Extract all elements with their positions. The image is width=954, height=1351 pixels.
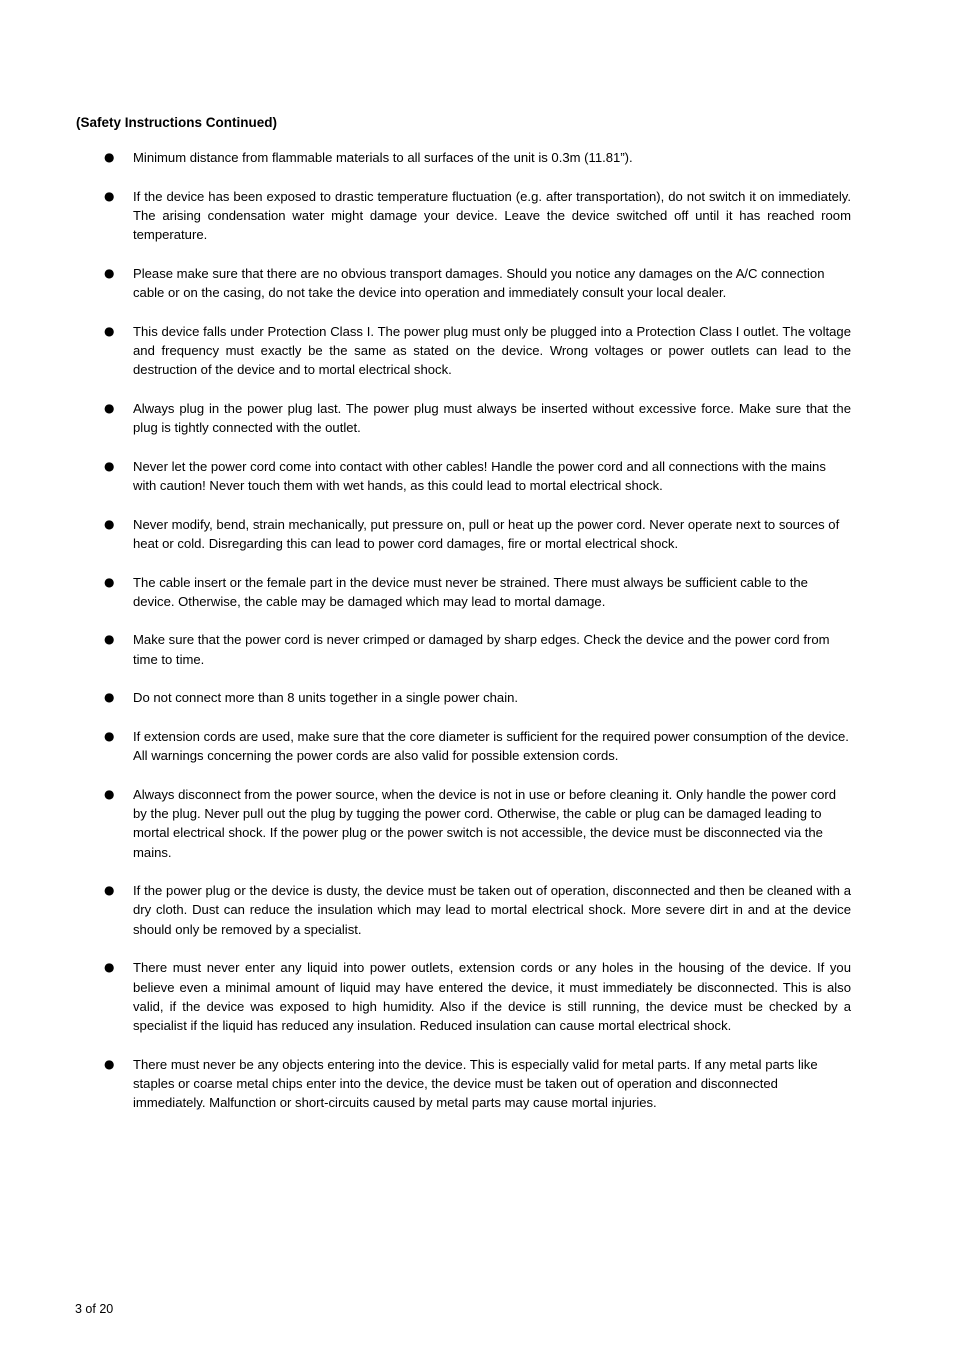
list-item: [0, 573, 954, 611]
bullet-icon: ●: [104, 690, 115, 705]
list-item-text: The cable insert or the female part in the device must never be strained. There must always be sufficient cable to the device. Otherwise, the cable may be damaged which may lead to mortal damage.: [133, 574, 808, 609]
list-item: [0, 187, 954, 245]
list-item-text: Do not connect more than 8 units together in a single power chain.: [133, 690, 519, 706]
bullet-icon: ●: [104, 1056, 115, 1071]
list-item-text: If the device has been exposed to drastic temperature fluctuation (e.g. after transportation), do not switch it on immediately. The arising condensation water might damage your device. Leave the device switched off until it has reached room temperature.: [133, 188, 851, 243]
list-item: [0, 515, 954, 553]
list-item-text: Minimum distance from flammable materials to all surfaces of the unit is 0.3m (11.81”).: [133, 150, 633, 165]
list-item: [0, 881, 954, 939]
bullet-icon: ●: [104, 265, 115, 280]
list-item-text: There must never be any objects entering into the device. This is especially valid for metal parts. If any metal parts like staples or coarse metal chips enter into the device, the device must be taken out of operation and disconnected immediately. Malfunction or short-circuits caused by metal parts may cause mortal injuries.: [133, 1056, 818, 1111]
bullet-icon: ●: [104, 150, 115, 164]
list-item-text: Make sure that the power cord is never crimped or damaged by sharp edges. Check the device and the power cord from time to time.: [133, 632, 830, 667]
list-item: [0, 322, 954, 380]
list-item: [0, 958, 954, 1035]
list-item-text: This device falls under Protection Class I. The power plug must only be plugged into a Protection Class I outlet. The voltage and frequency must exactly be the same as stated on the device. Wrong voltages or power outlets can lead to the destruction of the device and to mortal electrical shock.: [133, 323, 851, 378]
list-item-text: If extension cords are used, make sure that the core diameter is sufficient for the required power consumption of the device. All warnings concerning the power cords are also valid for possible extension cords.: [133, 729, 849, 764]
list-item-text: Please make sure that there are no obvious transport damages. Should you notice any damages on the A/C connection cable or on the casing, do not take the device into operation and immediately consult your local dealer.: [133, 265, 825, 301]
bullet-icon: ●: [104, 458, 115, 473]
list-item-text: If the power plug or the device is dusty, the device must be taken out of operation, disconnected and then be cleaned with a dry cloth. Dust can reduce the insulation which may lead to mortal electrical shock. More severe dirt in and at the device should only be removed by a specialist.: [133, 883, 851, 937]
list-item-text: There must never enter any liquid into power outlets, extension cords or any holes in the housing of the device. If you believe even a minimal amount of liquid may have entered the device, it must immediately be disconnected. This is also valid, if the device was exposed to high humidity. Also if the device is still running, the device must be checked by a specialist if the liquid has reduced any insulation. Reduced insulation can cause mortal electrical shock.: [133, 960, 851, 1033]
list-item: [0, 688, 954, 707]
list-item: [0, 785, 954, 862]
bullet-icon: ●: [104, 632, 115, 647]
bullet-icon: ●: [104, 960, 115, 975]
bullet-icon: ●: [104, 574, 115, 589]
bullet-icon: ●: [104, 323, 115, 338]
bullet-icon: ●: [104, 516, 115, 531]
list-item: [0, 148, 954, 167]
list-item: [0, 727, 954, 765]
list-item: [0, 630, 954, 668]
list-item: [0, 1055, 954, 1113]
list-item-text: Never let the power cord come into contact with other cables! Handle the power cord and all connections with the mains with caution! Never touch them with wet hands, as this could lead to mortal electrical shock.: [133, 458, 826, 493]
bullet-icon: ●: [104, 188, 115, 203]
safety-instructions-list: [0, 148, 954, 1132]
list-item-text: Always disconnect from the power source, when the device is not in use or before cleaning it. Only handle the power cord by the plug. Never pull out the plug by tugging the power cord. Otherwise, the cable or plug can be damaged leading to mortal electrical shock. If the power plug or the power switch is not accessible, the device must be disconnected via the mains.: [133, 786, 837, 860]
list-item: [0, 399, 954, 437]
list-item-text: Never modify, bend, strain mechanically, put pressure on, pull or heat up the power cord. Never operate next to sources of heat or cold. Disregarding this can lead to power cord damages, fire or mortal electrical shock.: [133, 516, 840, 551]
bullet-icon: ●: [104, 786, 115, 801]
bullet-icon: ●: [104, 729, 115, 744]
section-heading: (Safety Instructions Continued): [76, 115, 278, 130]
page-number: 3 of 20: [75, 1302, 114, 1316]
list-item: [0, 457, 954, 495]
list-item: [0, 264, 954, 302]
bullet-icon: ●: [104, 400, 115, 415]
bullet-icon: ●: [104, 883, 115, 898]
list-item-text: Always plug in the power plug last. The power plug must always be inserted without excessive force. Make sure that the plug is tightly connected with the outlet.: [133, 400, 851, 436]
